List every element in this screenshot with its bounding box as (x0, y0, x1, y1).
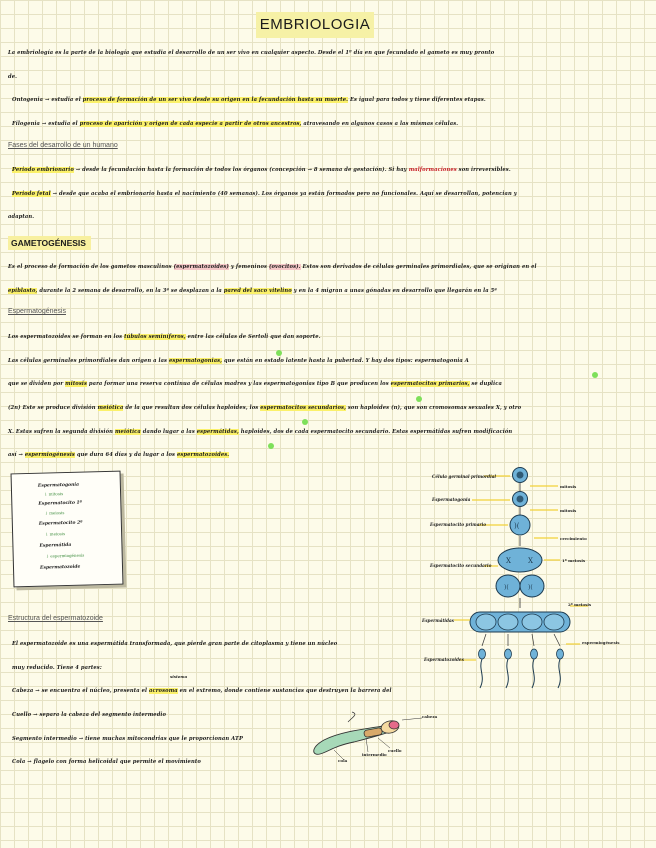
diagram-label: Espermatozoides (424, 657, 464, 662)
filogenia-item (12, 121, 652, 128)
fetal-text: → desde que acaba el embrionario hasta el nacimiento (40 semanas). Los órganos ya están formados pero no funcionales. Aquí se desarrollan, potencian y (50, 191, 517, 197)
diagram-label: Espermatocito secundario (430, 563, 492, 568)
gameto-pink2: (ovocitos). (268, 264, 301, 270)
arrow-line (554, 634, 560, 646)
label-connector (378, 738, 390, 748)
estructura-heading: Estructura del espermatozoide (8, 615, 103, 622)
sperm-label: cola (338, 758, 348, 763)
card-arrow: ↓ meiosis (44, 510, 65, 516)
esp3-text: que se dividen por (8, 381, 66, 387)
gameto2-text: durante la 2 semana de desarrollo, en la 3ª se desplazan a la (37, 288, 224, 294)
esp3-hl2: espermatocitos primarios, (390, 381, 470, 387)
cola-item: Cola → flagelo con forma helicoidal que permite el movimiento (12, 759, 201, 765)
esp1-text: Los espermatozoides se forman en los (8, 334, 125, 340)
embrionario-end: son irreversibles. (456, 167, 511, 173)
arrow-line (532, 634, 534, 646)
filogenia-label: Filogenia → estudia el (12, 121, 80, 127)
primary-spermatocyte (510, 515, 530, 535)
spermatozoa-group (479, 649, 564, 688)
esp6-hl: espermiogénesis (24, 452, 75, 458)
fetal-highlight: Periodo fetal (12, 191, 51, 197)
gameto2-post: y en la 4 migran a unas gónadas en desarrollo que llegarán en la 5ª (291, 288, 497, 294)
esp6-hl2: espermatozoides. (176, 452, 230, 458)
diagram-label: Espermatocito primario (430, 522, 487, 527)
cuello-item: Cuello → separa la cabeza del segmento intermedio (12, 712, 167, 718)
diagram-label: 1ª meiosis (562, 558, 586, 563)
diagram-label: mitosis (560, 484, 577, 489)
cabeza-text: Cabeza → se encuentra el núcleo, presenta el (12, 688, 149, 694)
esp3-hl: mitosis (65, 381, 87, 387)
esp5-hl2: espermátidas, (196, 429, 239, 435)
periodo-embrionario (12, 167, 652, 174)
saco-highlight: pared del saco vitelino (223, 288, 292, 294)
scheme-card (11, 471, 124, 588)
esp1-post: entre las células de Sertoli que dan soporte. (185, 334, 321, 340)
green-dot (276, 350, 282, 356)
estructura-line1: El espermatozoide es una espermátida transformada, que pierde gran parte de citoplasma y tiene un núcleo (12, 641, 338, 647)
spermatozoon-drawing (304, 710, 434, 766)
card-arrow: ↓ meiosis (45, 531, 66, 537)
intro-line-end: de. (8, 74, 18, 80)
cell-nucleus (517, 472, 524, 479)
card-step: Espermátida (39, 542, 72, 549)
ontogenia-label: Ontogenia → estudia el (12, 97, 83, 103)
sperm-label: intermedio (362, 752, 387, 757)
sperm-acrosome (389, 721, 399, 729)
card-step: Espermatogonia (37, 482, 80, 489)
embrionario-highlight: Periodo embrionario (12, 167, 74, 173)
spermatid (498, 614, 518, 630)
spermatid (522, 614, 542, 630)
estructura-line2: muy reducido. Tiene 4 partes: (12, 665, 102, 671)
esp4-text: (2n) Este se produce división (8, 405, 98, 411)
esp3-mid: para formar una reserva continua de células madres y las espermatogonias tipo B que producen los (86, 381, 391, 387)
intro-paragraph (8, 50, 648, 57)
esp5-post: haploides, dos de cada espermatocito secundario. Estas espermátidas sufren modificación (238, 429, 513, 435)
acrosoma-highlight: acrosoma (149, 688, 178, 694)
diagram-label: 2ª meiosis (568, 602, 592, 607)
gametogenesis-heading: GAMETOGÉNESIS (8, 236, 91, 250)
periodo-fetal (12, 191, 652, 198)
label-connector (366, 738, 368, 752)
gameto-text-post: Estos son derivados de células germinales primordiales, que se originan en el (300, 264, 537, 270)
ontogenia-text: Es igual para todos y tiene diferentes etapas. (348, 97, 486, 103)
esp1-hl: túbulos seminíferos, (124, 334, 186, 340)
esp6-mid: que dura 64 días y da lugar a los (74, 452, 177, 458)
spermatid (476, 614, 496, 630)
cabeza-item (12, 688, 432, 695)
gameto-text: Es el proceso de formación de los gametos masculinos (8, 264, 174, 270)
svg-text:)(: )( (504, 584, 509, 591)
card-step: Espermatocito 1º (38, 500, 82, 507)
esp2-text: Las células germinales primordiales dan origen a las (8, 358, 169, 364)
gametogenesis-line1 (8, 264, 650, 271)
esperm-line4 (8, 405, 650, 412)
espermatogenesis-heading: Espermatogénesis (8, 308, 66, 315)
diagram-label: Espermatogonia (432, 497, 471, 502)
esp4-hl2: espermatocitos secundarios, (260, 405, 346, 411)
diagram-label: Célula germinal primordial (432, 474, 496, 479)
card-step: Espermatozoide (39, 564, 81, 571)
diagram-label: crecimiento (560, 536, 587, 541)
esperm-line6 (8, 452, 650, 459)
gametogenesis-line2 (8, 288, 650, 295)
embrionario-text: → desde la fecundación hasta la formación de todos los órganos (concepción → 8 semana de gestación). Si hay (73, 167, 409, 173)
cabeza-post: en el extremo, donde contiene sustancias que destruyen la barrera del (177, 688, 392, 694)
filogenia-highlight: proceso de aparición y origen de cada especie a partir de otros ancestros, (79, 121, 302, 127)
svg-text:X: X (506, 557, 511, 565)
label-connector (348, 712, 355, 722)
green-dot (416, 396, 422, 402)
esp2-post: que están en estado latente hasta la pubertad. Y hay dos tipos: espermatogonia A (222, 358, 469, 364)
intermedio-item: Segmento intermedio → tiene muchas mitocondrias que le proporcionan ATP (12, 736, 243, 742)
esp6-text: así → (8, 452, 25, 458)
label-connector (402, 718, 422, 720)
esp4-post: son haploides (n), que son cromosomas sexuales X, y otro (346, 405, 522, 411)
sperm-label: cabeza (422, 714, 438, 719)
green-dot (592, 372, 598, 378)
gameto-text-mid: y femeninos (228, 264, 269, 270)
esperm-line2 (8, 358, 650, 365)
esp2-hl: espermatogonias, (168, 358, 223, 364)
diagram-label: espermiogénesis (582, 640, 620, 645)
embrionario-red: malformaciones (408, 167, 457, 173)
sperm-label: cuello (388, 748, 402, 753)
green-dot (268, 443, 274, 449)
cell-nucleus (517, 496, 524, 503)
esp3-post: se duplica (469, 381, 502, 387)
fases-heading: Fases del desarrollo de un humano (8, 142, 118, 149)
ontogenia-item (12, 97, 652, 104)
arrow-line (482, 634, 486, 646)
epiblasto-highlight: epiblasto, (8, 288, 38, 294)
svg-text:)(: )( (514, 522, 520, 530)
gameto-pink1: (espermatozoides) (173, 264, 229, 270)
card-arrow: ↓ mitosis (44, 491, 64, 497)
diagram-label: mitosis (560, 508, 577, 513)
card-step: Espermatocito 2º (38, 520, 83, 527)
ontogenia-highlight: proceso de formación de un ser vivo desde su origen en la fecundación hasta su muerte. (82, 97, 349, 103)
esperm-line1 (8, 334, 648, 341)
filogenia-text: atravesando en algunos casos a las mismas células. (301, 121, 459, 127)
fetal-end: adaptan. (8, 214, 35, 220)
esperm-line3 (8, 381, 650, 388)
card-arrow: ↓ espermiogénesis (45, 552, 85, 559)
esp5-mid: dando lugar a las (140, 429, 197, 435)
spermatid (544, 614, 564, 630)
intro-line: La embriología es la parte de la biología que estudia el desarrollo de un ser vivo en cualquier aspecto. Desde el 1º día en que fecundado el gameto es muy pronto (8, 50, 495, 56)
esp5-hl: meiótica (114, 429, 141, 435)
dividing-spermatocyte (498, 548, 542, 572)
svg-text:)(: )( (528, 584, 533, 591)
acrosoma-note: sistema (170, 674, 188, 679)
svg-text:X: X (528, 557, 533, 565)
esp5-text: X. Estas sufren la segunda división (8, 429, 115, 435)
page-title: EMBRIOLOGIA (256, 12, 374, 38)
esp4-mid: de la que resultan dos células haploides, los (123, 405, 261, 411)
esp4-hl: meiótica (97, 405, 124, 411)
esperm-line5 (8, 429, 650, 436)
diagram-label: Espermátidas (422, 618, 455, 623)
green-dot (302, 419, 308, 425)
